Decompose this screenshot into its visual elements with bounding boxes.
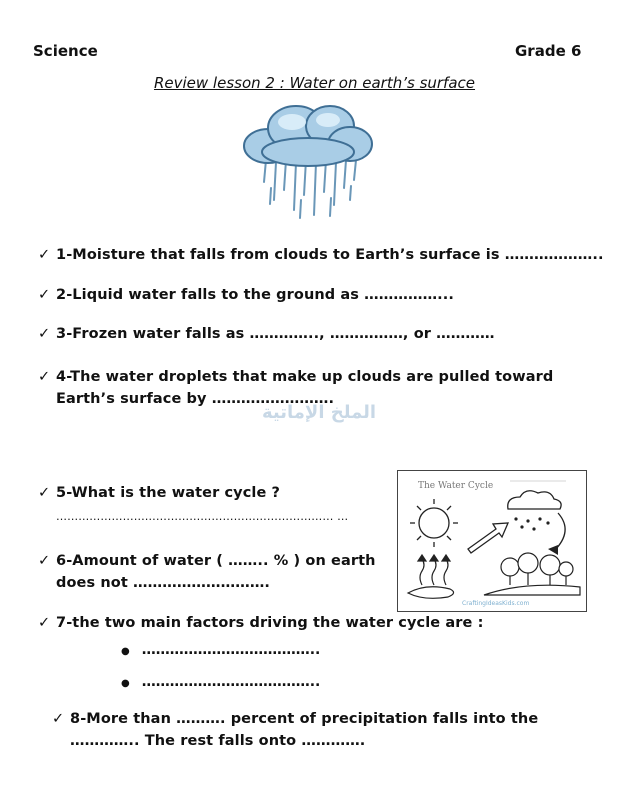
cloud-shape <box>244 106 372 166</box>
evaporation-arrows-icon <box>418 555 450 585</box>
check-icon: ✓ <box>38 247 51 263</box>
question-1 <box>38 244 618 266</box>
question-1-text: 1-Moisture that falls from clouds to Earth’s surface is ……………….. <box>56 247 604 263</box>
cloud-icon <box>508 491 561 509</box>
page-title: Review lesson 2 : Water on earth’s surface <box>153 74 476 92</box>
trees-icon <box>501 553 573 585</box>
water-cycle-image-footer: CraftingIdeasKids.com <box>462 600 530 607</box>
rain-drops <box>264 160 356 218</box>
bullet-item-1 <box>121 642 320 658</box>
grade-label: Grade 6 <box>515 42 582 60</box>
question-2 <box>38 284 618 306</box>
question-8-line-1: 8-More than ………. percent of precipitation falls into the <box>70 711 539 727</box>
question-7-text: 7-the two main factors driving the water cycle are : <box>56 615 484 631</box>
question-5-answer-line: ………………………………………………………………… … <box>56 510 349 523</box>
bullet-item-1-text: ……………………………….. <box>141 642 321 658</box>
question-5-line-1: 5-What is the water cycle ? <box>56 485 281 501</box>
bullet-item-2-text: ……………………………….. <box>141 674 321 690</box>
check-icon: ✓ <box>38 615 51 631</box>
arrow-icon <box>468 523 508 553</box>
question-7 <box>38 612 618 634</box>
question-4-line-1: 4-The water droplets that make up clouds are pulled toward <box>56 369 554 385</box>
question-6-line-2: does not ………………………. <box>56 575 271 591</box>
watermark: الملخ الإماتية <box>262 402 377 423</box>
question-8-line-2: ………….. The rest falls onto …………. <box>70 733 366 749</box>
question-6-line-1: 6-Amount of water ( …….. % ) on earth <box>56 553 376 569</box>
check-icon: ✓ <box>38 553 51 569</box>
check-icon: ✓ <box>38 326 51 342</box>
sun-icon <box>410 499 458 547</box>
bullet-item-2 <box>121 674 320 690</box>
bullet-icon: ● <box>121 678 130 689</box>
check-icon: ✓ <box>38 485 51 501</box>
water-cycle-image-title: The Water Cycle <box>418 481 494 491</box>
rain-drops-icon <box>514 517 549 530</box>
water-cycle-drawing <box>398 471 586 611</box>
question-4-line-2: Earth’s surface by ……………………. <box>56 391 335 407</box>
rain-cloud-illustration <box>238 100 378 230</box>
bullet-icon: ● <box>121 646 130 657</box>
water-pool-icon <box>408 587 454 599</box>
check-icon: ✓ <box>38 369 51 385</box>
question-3 <box>38 323 618 345</box>
question-6 <box>38 550 388 594</box>
curved-arrow-icon <box>554 513 565 551</box>
subject-label: Science <box>33 42 98 60</box>
question-2-text: 2-Liquid water falls to the ground as ……………... <box>56 287 455 303</box>
water-cycle-image <box>397 470 587 612</box>
question-5 <box>38 482 388 528</box>
check-icon: ✓ <box>38 287 51 303</box>
check-icon: ✓ <box>52 711 65 727</box>
question-8 <box>52 708 612 752</box>
question-3-text: 3-Frozen water falls as ………….., ……………, or ………… <box>56 326 495 342</box>
ground-icon <box>484 585 580 595</box>
